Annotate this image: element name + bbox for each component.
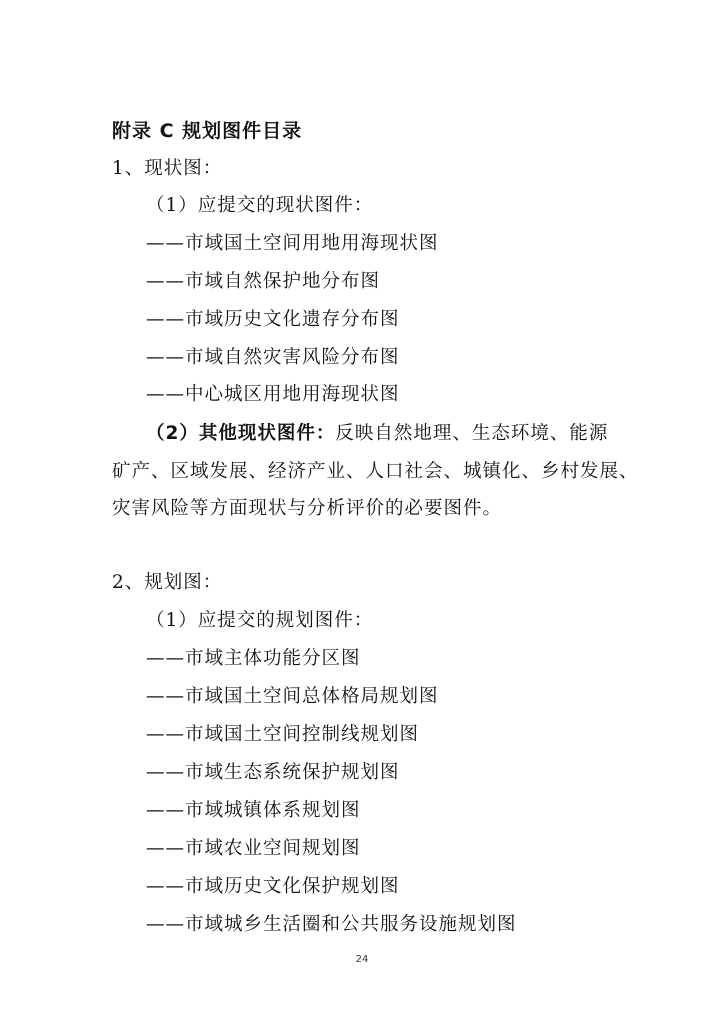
plan-item-7: ——市域历史文化保护规划图 [146, 876, 400, 897]
status-item-2: ——市域自然保护地分布图 [146, 271, 381, 292]
status-item-3: ——市域历史文化遗存分布图 [146, 309, 400, 330]
plan-item-6: ——市域农业空间规划图 [146, 838, 361, 859]
status-item-1: ——市域国土空间用地用海现状图 [146, 233, 439, 254]
status-other-text-2: 矿产、区域发展、经济产业、人口社会、城镇化、乡村发展、 [112, 461, 639, 482]
plan-item-8: ——市域城乡生活圈和公共服务设施规划图 [146, 914, 517, 935]
appendix-title: 附录 C 规划图件目录 [112, 120, 303, 142]
status-other-line-1 [146, 422, 608, 446]
status-other-text-1: 反映自然地理、生态环境、能源 [335, 423, 609, 444]
plan-item-5: ——市域城镇体系规划图 [146, 800, 361, 821]
plan-item-3: ——市域国土空间控制线规划图 [146, 724, 420, 745]
status-other-label: （2）其他现状图件： [146, 423, 336, 444]
plan-item-1: ——市域主体功能分区图 [146, 648, 361, 669]
status-section-heading: 1、现状图： [112, 158, 223, 179]
status-other-text-3: 灾害风险等方面现状与分析评价的必要图件。 [112, 498, 503, 519]
plan-item-2: ——市域国土空间总体格局规划图 [146, 686, 439, 707]
page-number: 24 [355, 954, 369, 965]
status-item-5: ——中心城区用地用海现状图 [146, 384, 400, 405]
plan-section-heading: 2、规划图： [112, 572, 223, 593]
plan-required-label: （1）应提交的规划图件： [146, 610, 374, 631]
status-item-4: ——市域自然灾害风险分布图 [146, 347, 400, 368]
status-required-label: （1）应提交的现状图件： [146, 195, 374, 216]
plan-item-4: ——市域生态系统保护规划图 [146, 762, 400, 783]
